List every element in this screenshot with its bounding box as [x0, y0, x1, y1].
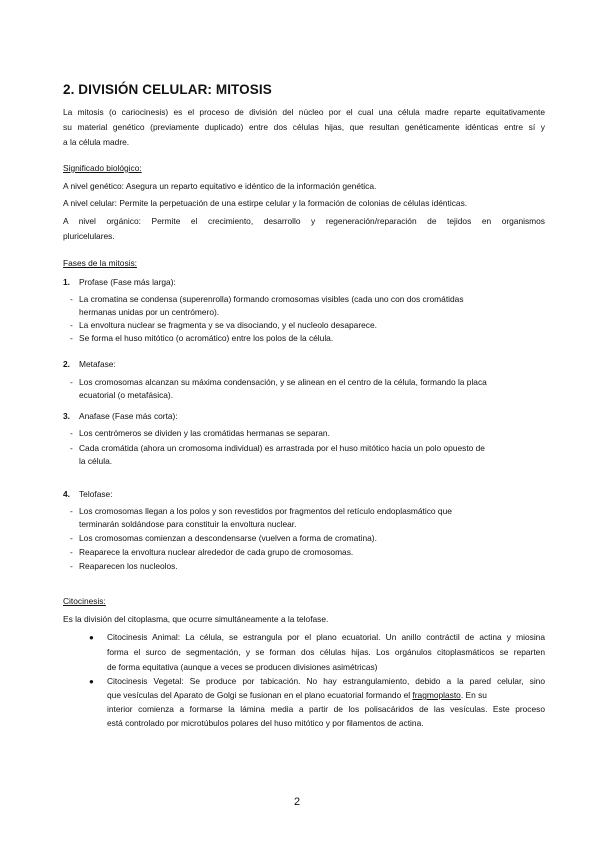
telofase-dash-4: - — [70, 561, 73, 571]
profase-item-3: Se forma el huso mitótico (o acromático) entre los polos de la célula. — [79, 333, 334, 343]
intro-line-2: su material genético (previamente duplicado) entre dos células hijas, que resultan genéticamente idénticas entre sí y — [63, 122, 545, 132]
bullet-animal: ● — [89, 633, 94, 642]
bullet-vegetal: ● — [89, 677, 94, 686]
profase-dash-1: - — [70, 294, 73, 304]
telofase-dash-1: - — [70, 506, 73, 516]
citocinesis-animal-line-1: Citocinesis Animal: La célula, se estrangula por el plano ecuatorial. Un anillo contráctil de actina y miosina — [107, 632, 545, 642]
intro-line-3: a la célula madre. — [63, 137, 130, 147]
fases-heading: Fases de la mitosis: — [63, 258, 138, 268]
anafase-item-2: Cada cromátida (ahora un cromosoma individual) es arrastrada por el huso mitótico hacia un polo opuesto de — [79, 443, 485, 453]
telofase-title: Telofase: — [79, 489, 113, 499]
anafase-item-1: Los centrómeros se dividen y las cromátidas hermanas se separan. — [79, 428, 330, 438]
telofase-item-1: Los cromosomas llegan a los polos y son revestidos por fragmentos del retículo endoplasmático que — [79, 506, 452, 516]
profase-item-1: La cromatina se condensa (superenrolla) formando cromosomas visibles (cada uno con dos cromátidas — [79, 294, 464, 304]
telofase-item-2: Los cromosomas comienzan a descondensarse (vuelven a forma de cromatina). — [79, 533, 377, 543]
telofase-number: 4. — [63, 489, 70, 499]
citocinesis-vegetal-line-3: interior comienza a formarse la lámina media a partir de los polisacáridos de las vesículas. Este proceso — [107, 704, 545, 714]
metafase-dash-1: - — [70, 377, 73, 387]
significado-genetico: A nivel genético: Asegura un reparto equitativo e idéntico de la información genética. — [63, 181, 377, 191]
significado-celular: A nivel celular: Permite la perpetuación de una estirpe celular y la formación de colonias de células idénticas. — [63, 198, 468, 208]
telofase-item-4: Reaparecen los nucleolos. — [79, 561, 178, 571]
citocinesis-vegetal-line-1: Citocinesis Vegetal: Se produce por tabicación. No hay estrangulamiento, debido a la pared celular, sino — [107, 676, 545, 686]
metafase-item-1-cont: ecuatorial (o metafásica). — [79, 390, 174, 400]
significado-organico-line-1: A nivel orgánico: Permite el crecimiento, desarrollo y regeneración/reparación de tejidos en organismos — [63, 216, 545, 226]
profase-title: Profase (Fase más larga): — [79, 277, 176, 287]
vegetal-line-2-post: . En su — [460, 690, 487, 700]
page-title: 2. DIVISIÓN CELULAR: MITOSIS — [63, 82, 272, 97]
profase-item-2: La envoltura nuclear se fragmenta y se va disociando, y el nucleolo desaparece. — [79, 320, 377, 330]
anafase-dash-2: - — [70, 443, 73, 453]
significado-heading: Significado biológico: — [63, 163, 142, 173]
profase-dash-3: - — [70, 333, 73, 343]
telofase-item-3: Reaparece la envoltura nuclear alrededor de cada grupo de cromosomas. — [79, 547, 354, 557]
metafase-number: 2. — [63, 359, 70, 369]
profase-number: 1. — [63, 277, 70, 287]
fragmoplasto-term: fragmoplasto — [412, 690, 461, 700]
telofase-dash-2: - — [70, 533, 73, 543]
profase-item-1-cont: hermanas unidas por un centrómero). — [79, 307, 220, 317]
telofase-item-1-cont: terminarán soldándose para constituir la envoltura nuclear. — [79, 519, 297, 529]
anafase-item-2-cont: la célula. — [79, 456, 113, 466]
vegetal-line-2-pre: que vesículas del Aparato de Golgi se fusionan en el plano ecuatorial formando el — [107, 690, 413, 700]
telofase-dash-3: - — [70, 547, 73, 557]
profase-dash-2: - — [70, 320, 73, 330]
anafase-dash-1: - — [70, 428, 73, 438]
metafase-title: Metafase: — [79, 359, 116, 369]
significado-organico-line-2: pluricelulares. — [63, 231, 115, 241]
citocinesis-heading: Citocinesis: — [63, 596, 106, 606]
citocinesis-intro: Es la división del citoplasma, que ocurre simultáneamente a la telofase. — [63, 614, 329, 624]
metafase-item-1: Los cromosomas alcanzan su máxima condensación, y se alinean en el centro de la célula, formando la placa — [79, 377, 487, 387]
anafase-number: 3. — [63, 411, 70, 421]
citocinesis-vegetal-line-4: está controlado por microtúbulos polares del huso mitótico y por filamentos de actina. — [107, 718, 424, 728]
anafase-title: Anafase (Fase más corta): — [79, 411, 178, 421]
intro-line-1: La mitosis (o cariocinesis) es el proceso de división del núcleo por el cual una célula madre reparte equitativamente — [63, 107, 545, 117]
citocinesis-animal-line-2: forma el surco de segmentación, y se forman dos células hijas. Los orgánulos citoplasmáticos se reparten — [107, 647, 545, 657]
citocinesis-animal-line-3: de forma equitativa (aunque a veces se producen divisiones asimétricas) — [107, 662, 378, 672]
citocinesis-vegetal-line-2 — [107, 690, 487, 701]
page-number: 2 — [294, 796, 301, 808]
